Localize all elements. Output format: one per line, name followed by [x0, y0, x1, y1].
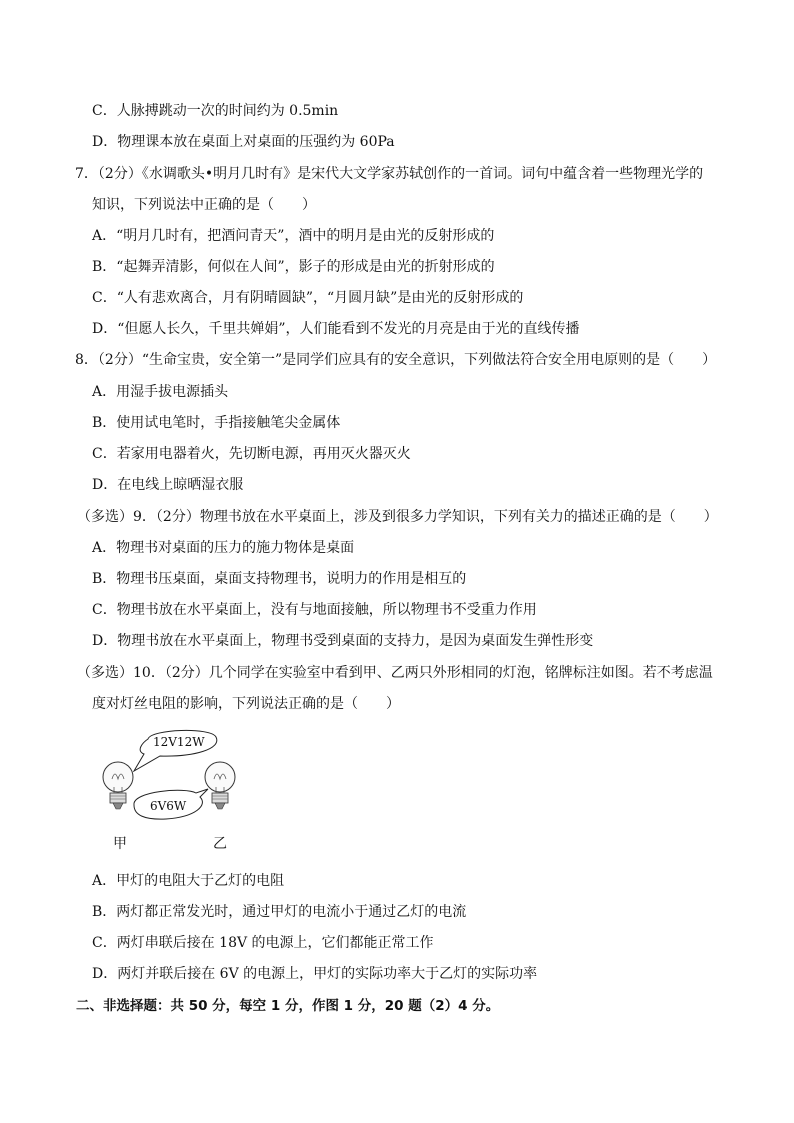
q9-option-a: A．物理书对桌面的压力的施力物体是桌面	[92, 540, 355, 556]
q8-option-b: B．使用试电笔时，手指接触笔尖金属体	[92, 415, 341, 431]
q9-option-d: D．物理书放在水平桌面上，物理书受到桌面的支持力，是因为桌面发生弹性形变	[92, 633, 594, 649]
q6-option-d: D．物理课本放在桌面上对桌面的压强约为 60Pa	[92, 134, 395, 150]
label-yi: 乙	[213, 836, 227, 852]
q10-stem-line1: （多选）10．（2分）几个同学在实验室中看到甲、乙两只外形相同的灯泡，铭牌标注如图。若不考虑温	[77, 665, 713, 681]
q8-option-d: D．在电线上晾晒湿衣服	[92, 477, 244, 493]
section2-heading: 二、非选择题：共 50 分，每空 1 分，作图 1 分，20 题（2）4 分。	[76, 998, 500, 1014]
q10-option-c: C．两灯串联后接在 18V 的电源上，它们都能正常工作	[92, 935, 434, 951]
label-jia: 甲	[113, 836, 127, 852]
q10-option-a: A．甲灯的电阻大于乙灯的电阻	[92, 873, 285, 889]
q8-stem: 8．（2分）“生命宝贵，安全第一”是同学们应具有的安全意识，下列做法符合安全用电原则的是（ ）	[75, 352, 717, 368]
q9-option-c: C．物理书放在水平桌面上，没有与地面接触，所以物理书不受重力作用	[92, 602, 537, 618]
q8-option-c: C．若家用电器着火，先切断电源，再用灭火器灭火	[92, 446, 411, 462]
rating-jia: 12V12W	[153, 735, 205, 749]
bulb-yi	[205, 762, 235, 809]
q6-option-c: C．人脉搏跳动一次的时间约为 0.5min	[92, 103, 339, 119]
q7-option-a: A．“明月几时有，把酒问青天”，酒中的明月是由光的反射形成的	[92, 228, 495, 244]
rating-yi: 6V6W	[150, 799, 187, 813]
q10-stem-line2: 度对灯丝电阻的影响，下列说法正确的是（ ）	[92, 696, 400, 712]
q9-option-b: B．物理书压桌面，桌面支持物理书，说明力的作用是相互的	[92, 571, 467, 587]
q7-stem-line2: 知识，下列说法中正确的是（ ）	[92, 197, 316, 213]
q7-option-c: C．“人有悲欢离合，月有阴晴圆缺”，“月圆月缺”是由光的反射形成的	[92, 290, 524, 306]
q9-stem: （多选）9．（2分）物理书放在水平桌面上，涉及到很多力学知识，下列有关力的描述正确的是（ ）	[77, 509, 718, 525]
q10-option-b: B．两灯都正常发光时，通过甲灯的电流小于通过乙灯的电流	[92, 904, 467, 920]
q10-option-d: D．两灯并联后接在 6V 的电源上，甲灯的实际功率大于乙灯的实际功率	[92, 966, 538, 982]
q7-option-b: B．“起舞弄清影，何似在人间”，影子的形成是由光的折射形成的	[92, 259, 495, 275]
bulb-jia	[103, 762, 133, 809]
q7-stem-line1: 7．（2分）《水调歌头•明月几时有》是宋代大文学家苏轼创作的一首词。词句中蕴含着一些物理光学的	[75, 166, 704, 182]
q8-option-a: A．用湿手拔电源插头	[92, 384, 229, 400]
q7-option-d: D．“但愿人长久，千里共婵娟”，人们能看到不发光的月亮是由于光的直线传播	[92, 321, 580, 337]
bulbs-figure	[96, 727, 266, 857]
